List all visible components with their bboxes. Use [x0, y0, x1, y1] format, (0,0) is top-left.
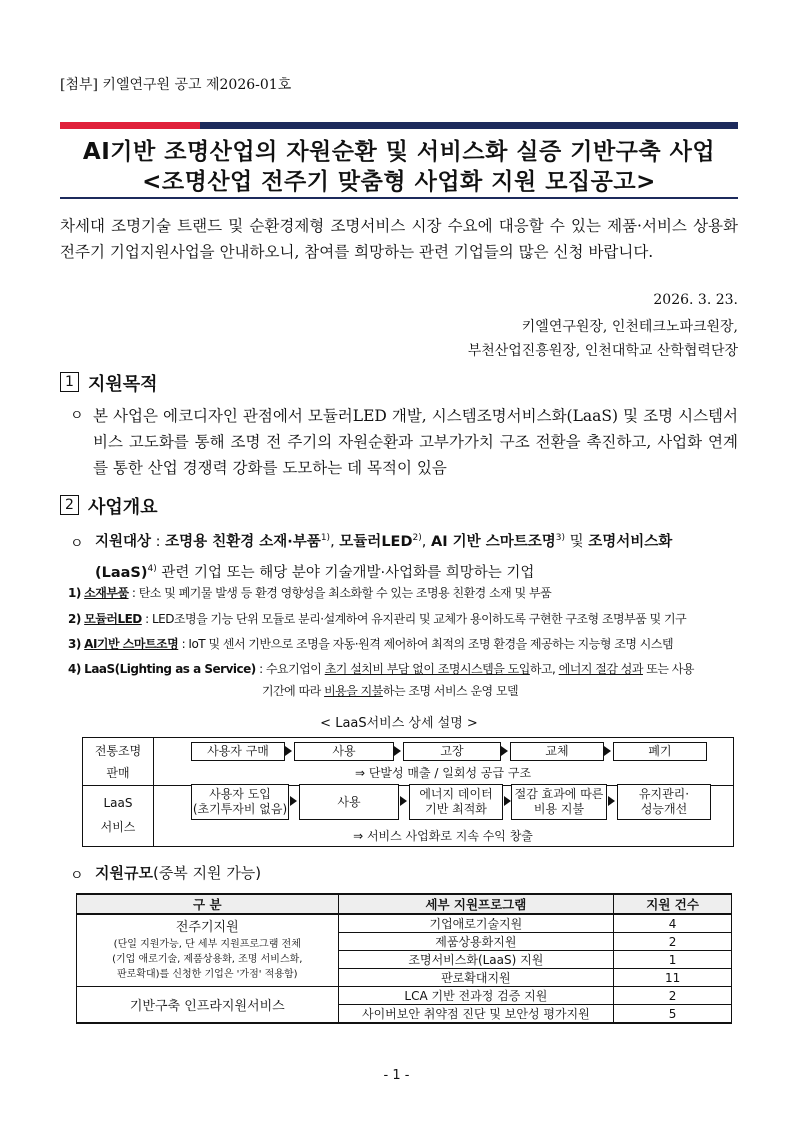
- table-group2-title: 기반구축 인프라지원서비스: [77, 987, 339, 1024]
- title-accent-red-bar: [60, 122, 200, 129]
- section1-bullet: ㅇ: [70, 408, 84, 424]
- target-sup4: 4): [147, 564, 157, 575]
- target-label: 지원대상: [95, 534, 152, 550]
- support-scale-table: [76, 893, 732, 1024]
- target-item2: 모듈러LED: [339, 534, 413, 550]
- scale-label: 지원규모: [95, 864, 153, 882]
- table-row: [77, 987, 732, 1005]
- laas-row2-step1-l1: 사용자 도입: [209, 787, 271, 801]
- section2-number-box: 2: [60, 495, 79, 515]
- footnote-1-text: : 탄소 및 폐기물 발생 등 환경 영향성을 최소화할 수 있는 조명용 친환경 소재 및 부품: [128, 586, 552, 600]
- laas-diagram-title: < LaaS서비스 상세 설명 >: [320, 716, 478, 731]
- laas-row2-arrow1: [290, 796, 297, 806]
- title-bottom-rule: [60, 197, 738, 199]
- table-group1-cell: [77, 914, 339, 987]
- scale-heading: [95, 862, 261, 883]
- scale-sub: (중복 지원 가능): [152, 864, 262, 882]
- intro-paragraph: 차세대 조명기술 트랜드 및 순환경제형 조명서비스 시장 수요에 대응할 수 있는 제품·서비스 상용화 전주기 기업지원사업을 안내하오니, 참여를 희망하는 관련 기업들의 많은 신청 바랍니다.: [60, 217, 738, 261]
- laas-row1-step2: 사용: [294, 742, 394, 761]
- laas-row2-step3-l1: 에너지 데이터: [419, 787, 493, 801]
- signers-line1: 키엘연구원장, 인천테크노파크원장,: [521, 319, 738, 335]
- laas-row2-step1: [191, 784, 289, 820]
- target-item3: AI 기반 스마트조명: [430, 534, 556, 550]
- footnote-4-num: 4): [68, 662, 81, 676]
- target-item4a: 조명서비스화: [588, 534, 673, 550]
- title-accent-navy-bar: [200, 122, 738, 129]
- laas-row2-step3-l2: 기반 최적화: [425, 802, 487, 816]
- footnote-3-text: : IoT 및 센서 기반으로 조명을 자동·원격 제어하여 최적의 조명 환경을 제공하는 지능형 조명 시스템: [178, 637, 674, 651]
- table-program-cell: 조명서비스화(LaaS) 지원: [338, 951, 614, 969]
- laas-row2-step4-l1: 절감 효과에 따른: [514, 787, 604, 801]
- table-row: [77, 914, 732, 933]
- footnote-3: [68, 635, 673, 652]
- laas-row2-step2: [299, 784, 399, 820]
- signers-line2: 부천산업진흥원장, 인천대학교 산학협력단장: [467, 343, 738, 359]
- attachment-line: [첨부] 키엘연구원 공고 제2026-01호: [60, 77, 292, 93]
- target-line2: [95, 561, 738, 582]
- footnote-4-text-b: 하고,: [529, 662, 559, 676]
- table-count-cell: 2: [614, 987, 732, 1005]
- laas-row1-arrow4: [604, 746, 611, 756]
- footnote-4-line2-a: 기간에 따라: [262, 684, 325, 698]
- table-group1-note2: (기업 애로기술, 제품상용화, 조명 서비스화,: [112, 954, 303, 965]
- footnote-3-label: AI기반 스마트조명: [84, 637, 179, 651]
- footnote-2-label: 모듈러LED: [84, 612, 142, 626]
- table-count-cell: 5: [614, 1005, 732, 1024]
- laas-row2-step4-l2: 비용 지불: [533, 802, 585, 816]
- laas-row2-step4: [511, 784, 607, 820]
- table-count-cell: 4: [614, 914, 732, 933]
- footnote-2-text: : LED조명을 기능 단위 모듈로 분리·설계하여 유지관리 및 교체가 용이하도록 구현한 구조형 조명부품 및 기구: [141, 612, 687, 626]
- target-item4b: (LaaS): [95, 565, 148, 581]
- laas-row1-label1: 전통조명: [94, 744, 142, 758]
- target-sep1: ,: [330, 534, 340, 550]
- table-header-program: 세부 지원프로그램: [338, 894, 614, 914]
- footnote-4-underline1: 초기 설치비 부담 없이 조명시스템을 도입: [324, 662, 530, 676]
- footnote-4-line2-b: 하는 조명 서비스 운영 모델: [382, 684, 519, 698]
- laas-row2-step5-l2: 성능개선: [640, 802, 688, 816]
- announcement-date: 2026. 3. 23.: [653, 292, 738, 308]
- table-count-cell: 11: [614, 969, 732, 987]
- page-number: - 1 -: [383, 1068, 410, 1083]
- table-count-cell: 1: [614, 951, 732, 969]
- laas-row1-step1: 사용자 구매: [191, 742, 285, 761]
- footnote-4-text-a: : 수요기업이: [255, 662, 325, 676]
- laas-row2-arrow4: [608, 796, 615, 806]
- laas-row2-step5: [617, 784, 711, 820]
- footnote-2: [68, 610, 686, 627]
- table-header-category: 구 분: [77, 894, 339, 914]
- laas-row2-label1: LaaS: [103, 796, 133, 810]
- section1-number-box: 1: [60, 372, 79, 392]
- table-program-cell: 기업애로기술지원: [338, 914, 614, 933]
- laas-row2-note: ⇒ 서비스 사업화로 지속 수익 창출: [353, 829, 533, 843]
- laas-row1-arrow1: [285, 746, 292, 756]
- target-sup3: 3): [555, 533, 565, 544]
- footnote-3-num: 3): [68, 637, 81, 651]
- laas-row1-arrow2: [394, 746, 401, 756]
- section1-title: 지원목적: [88, 374, 158, 395]
- table-program-cell: 사이버보안 취약점 진단 및 보안성 평가지원: [338, 1005, 614, 1024]
- target-line1: [95, 530, 738, 551]
- target-rest: 관련 기업 또는 해당 분야 기술개발·사업화를 희망하는 기업: [156, 565, 535, 581]
- table-program-cell: 제품상용화지원: [338, 933, 614, 951]
- table-header-row: [77, 894, 732, 914]
- target-colon: :: [151, 534, 166, 550]
- laas-row2-step2-l1: 사용: [337, 794, 361, 809]
- target-item1: 조명용 친환경 소재·부품: [165, 534, 321, 550]
- footnote-4-text-c: 또는 사용: [642, 662, 694, 676]
- laas-row1-step3: 고장: [403, 742, 501, 761]
- target-bullet: ㅇ: [70, 536, 84, 552]
- laas-row1-arrow3: [501, 746, 508, 756]
- page-title-line1: AI기반 조명산업의 자원순환 및 서비스화 실증 기반구축 사업: [82, 139, 716, 165]
- table-group1-title: 전주기지원: [175, 920, 239, 935]
- footnote-4-label: LaaS(Lighting as a Service): [84, 662, 256, 676]
- section1-purpose-text: 본 사업은 에코디자인 관점에서 모듈러LED 개발, 시스템조명서비스화(LaaS) 및 조명 시스템서비스 고도화를 통해 조명 전 주기의 자원순환과 고부가가치 구조 전환을 촉진하고, 사업화 연계를 통한 산업 경쟁력 강화를 도모하는 데 목적이 있음: [93, 407, 738, 477]
- page-title-line2: <조명산업 전주기 맞춤형 사업화 지원 모집공고>: [142, 169, 656, 195]
- laas-row1-step4: 교체: [510, 742, 604, 761]
- laas-row1-step5: 폐기: [613, 742, 707, 761]
- table-program-cell: 판로확대지원: [338, 969, 614, 987]
- target-sup2: 2): [412, 533, 422, 544]
- footnote-4-line2: [262, 682, 518, 699]
- laas-row2-arrow3: [504, 796, 511, 806]
- laas-row2-label2: 서비스: [100, 820, 136, 834]
- target-and: 및: [564, 534, 589, 550]
- section2-title: 사업개요: [88, 497, 158, 518]
- laas-row1-note: ⇒ 단발성 매출 / 일회성 공급 구조: [354, 766, 532, 780]
- laas-row2-step1-l2: (초기투자비 없음): [192, 802, 288, 816]
- footnote-2-num: 2): [68, 612, 81, 626]
- table-count-cell: 2: [614, 933, 732, 951]
- footnote-1: [68, 584, 551, 601]
- table-group1-note3: 판로확대)를 신청한 기업은 '가점' 적용함): [116, 969, 298, 980]
- footnote-1-num: 1): [68, 586, 81, 600]
- laas-row2-step5-l1: 유지관리·: [638, 787, 690, 801]
- target-sep2: ,: [421, 534, 431, 550]
- laas-row2-arrow2: [400, 796, 407, 806]
- footnote-4-underline3: 비용을 지불: [324, 684, 383, 698]
- laas-row1-label2: 판매: [106, 766, 130, 780]
- footnote-4-line1: [68, 660, 694, 677]
- footnote-4-underline2: 에너지 절감 성과: [558, 662, 643, 676]
- laas-diagram: [82, 737, 734, 847]
- laas-row2-step3: [409, 784, 503, 820]
- table-group1-note1: (단일 지원가능, 단 세부 지원프로그램 전체: [113, 939, 301, 950]
- footnote-1-label: 소재부품: [84, 586, 129, 600]
- scale-bullet: ㅇ: [70, 868, 84, 884]
- table-program-cell: LCA 기반 전과정 검증 지원: [338, 987, 614, 1005]
- table-header-count: 지원 건수: [614, 894, 732, 914]
- target-sup1: 1): [320, 533, 331, 544]
